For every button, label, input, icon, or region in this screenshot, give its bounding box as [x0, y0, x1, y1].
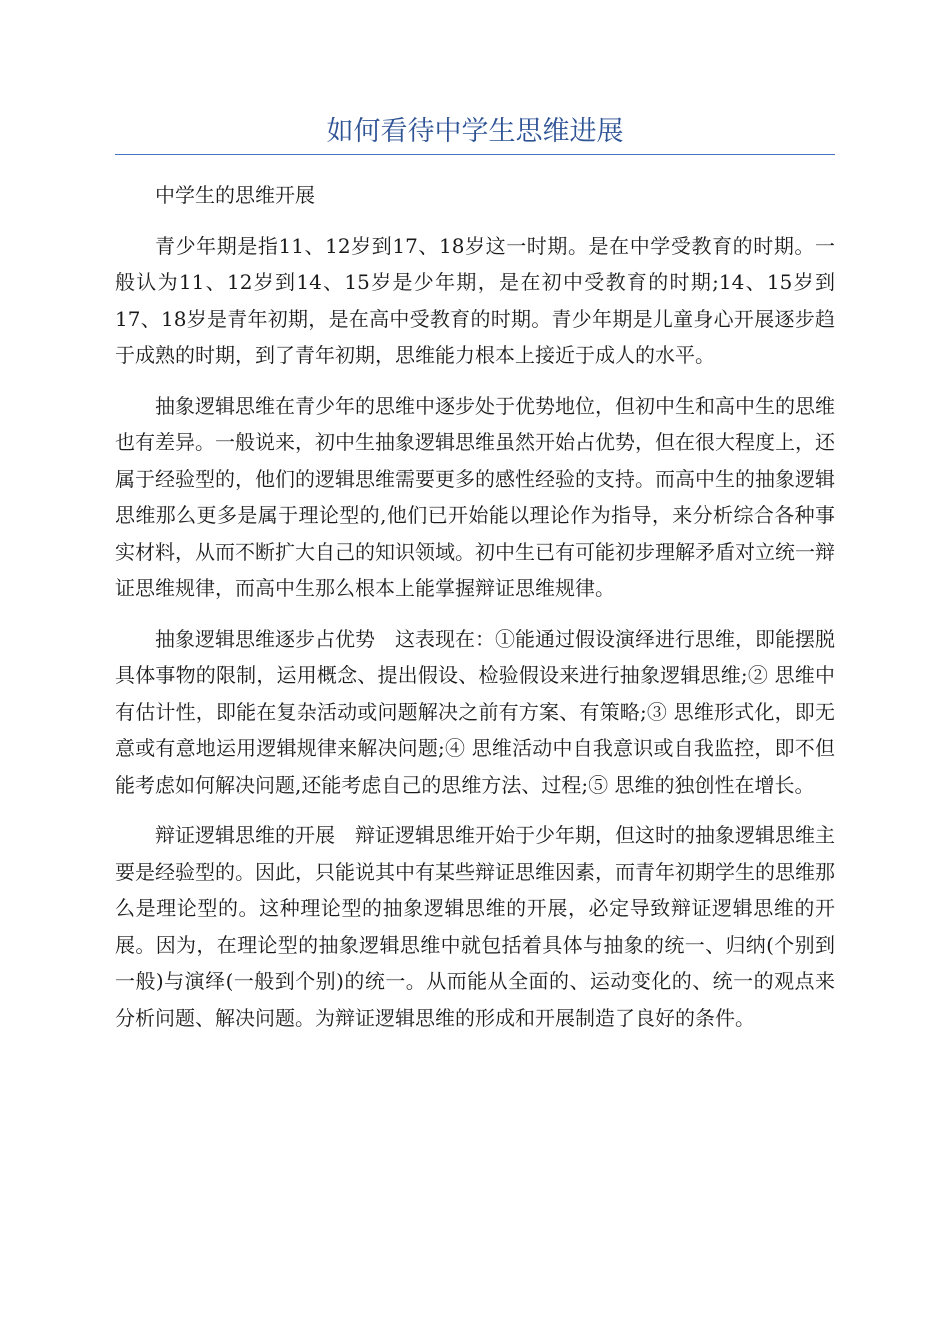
section-heading: 中学生的思维开展	[155, 183, 315, 207]
title-underline	[115, 154, 835, 155]
paragraph-adolescence: 青少年期是指11、12岁到17、18岁这一时期。是在中学受教育的时期。一般认为11、12岁到14、15岁是少年期，是在初中受教育的时期;14、15岁到17、18岁是青年初期，是在高中受教育的时期。青少年期是儿童身心开展逐步趋于成熟的时期，到了青年初期，思维能力根本上接近于成人的水平。	[115, 233, 835, 367]
document-body	[115, 177, 835, 1050]
document-title: 如何看待中学生思维进展	[326, 116, 624, 147]
paragraph-abstract-logic: 抽象逻辑思维在青少年的思维中逐步处于优势地位，但初中生和高中生的思维也有差异。一般说来，初中生抽象逻辑思维虽然开始占优势，但在很大程度上，还属于经验型的，他们的逻辑思维需要更多的感性经验的支持。而高中生的抽象逻辑思维那么更多是属于理论型的,他们已开始能以理论作为指导，来分析综合各种事实材料，从而不断扩大自己的知识领域。初中生已有可能初步理解矛盾对立统一辩证思维规律，而高中生那么根本上能掌握辩证思维规律。	[115, 393, 835, 600]
paragraph-dialectical-logic: 辩证逻辑思维的开展 辩证逻辑思维开始于少年期，但这时的抽象逻辑思维主要是经验型的。因此，只能说其中有某些辩证思维因素，而青年初期学生的思维那么是理论型的。这种理论型的抽象逻辑思维的开展，必定导致辩证逻辑思维的开展。因为，在理论型的抽象逻辑思维中就包括着具体与抽象的统一、归纳(个别到一般)与演绎(一般到个别)的统一。从而能从全面的、运动变化的、统一的观点来分析问题、解决问题。为辩证逻辑思维的形成和开展制造了良好的条件。	[115, 823, 835, 1030]
paragraph-abstract-advantage: 抽象逻辑思维逐步占优势 这表现在：①能通过假设演绎进行思维，即能摆脱具体事物的限制，运用概念、提出假设、检验假设来进行抽象逻辑思维;② 思维中有估计性，即能在复杂活动或问题解决之前有方案、有策略;③ 思维形式化，即无意或有意地运用逻辑规律来解决问题;④ 思维活动中自我意识或自我监控，即不但能考虑如何解决问题,还能考虑自己的思维方法、过程;⑤ 思维的独创性在增长。	[115, 626, 835, 797]
